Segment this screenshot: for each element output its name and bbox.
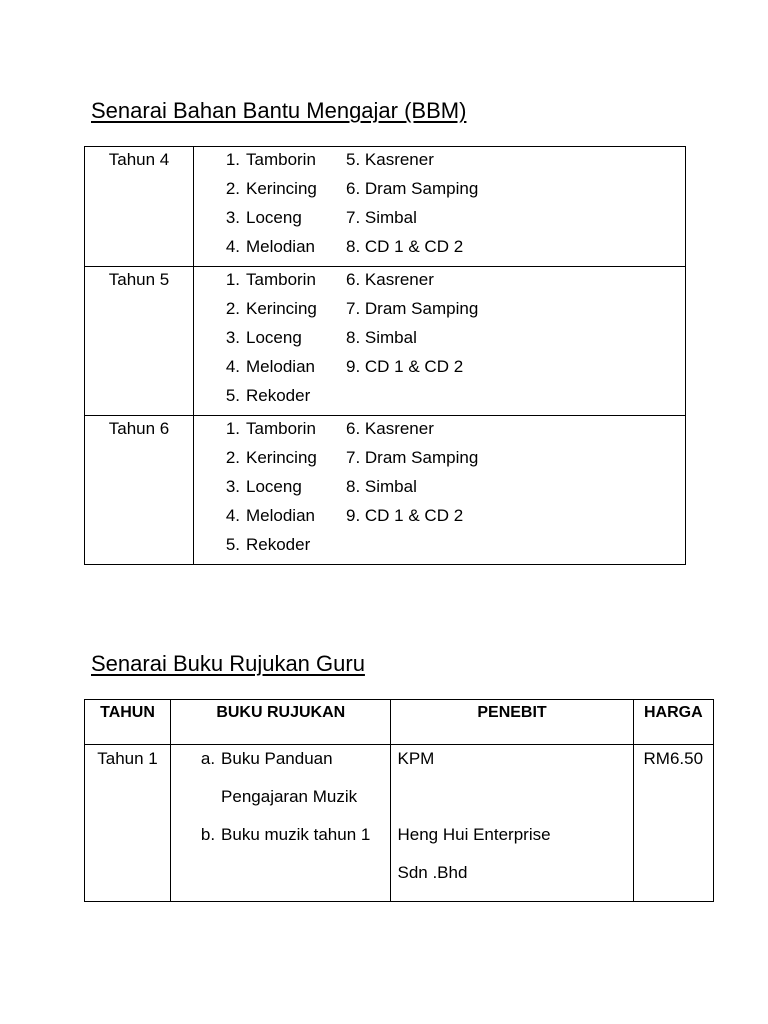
penerbit-list xyxy=(397,749,632,901)
item-number: 1. xyxy=(225,270,240,289)
item-number: 5. xyxy=(225,535,240,554)
bbm-item-list xyxy=(194,419,685,564)
item-name: Loceng xyxy=(246,328,302,347)
item-number: 4. xyxy=(225,237,240,256)
item-name-2 xyxy=(346,535,685,564)
item-name: Rekoder xyxy=(246,386,311,405)
item-name: Loceng xyxy=(246,208,302,227)
item-name-2: 8. Simbal xyxy=(346,328,417,347)
item-number: 1. xyxy=(225,419,240,438)
item-number: 2. xyxy=(225,448,240,467)
penerbit-line: Sdn .Bhd xyxy=(397,863,468,882)
item-name-2: 6. Kasrener xyxy=(346,270,434,289)
item-name-2: 5. Kasrener xyxy=(346,150,434,169)
item-number: 2. xyxy=(225,299,240,318)
item-number: 3. xyxy=(225,477,240,496)
bbm-items-cell xyxy=(194,147,686,267)
item-name: Loceng xyxy=(246,477,302,496)
item-name-2: 9. CD 1 & CD 2 xyxy=(346,357,464,376)
buku-tahun-cell: Tahun 1 xyxy=(85,745,171,902)
item-name-2: 9. CD 1 & CD 2 xyxy=(346,506,464,525)
bbm-items-cell xyxy=(194,416,686,565)
item-name-2: 7. Dram Samping xyxy=(346,299,479,318)
rujukan-letter: b. xyxy=(200,825,216,844)
bbm-item-list xyxy=(194,270,685,415)
item-name-2: 6. Dram Samping xyxy=(346,179,479,198)
header-harga: HARGA xyxy=(633,700,713,745)
buku-table xyxy=(84,699,714,902)
rujukan-title: Pengajaran Muzik xyxy=(221,787,358,806)
item-name: Melodian xyxy=(246,237,315,256)
bbm-year-cell: Tahun 5 xyxy=(85,267,194,416)
header-buku-rujukan: BUKU RUJUKAN xyxy=(171,700,391,745)
item-name: Kerincing xyxy=(246,179,317,198)
item-name-2: 7. Dram Samping xyxy=(346,448,479,467)
rujukan-letter: a. xyxy=(200,749,216,768)
buku-row-tahun-1 xyxy=(85,745,714,902)
item-number: 5. xyxy=(225,386,240,405)
header-tahun: TAHUN xyxy=(85,700,171,745)
buku-heading: Senarai Buku Rujukan Guru xyxy=(91,651,365,676)
buku-rujukan-cell xyxy=(171,745,391,902)
rujukan-list xyxy=(171,749,390,863)
bbm-row-tahun-4 xyxy=(85,147,686,267)
bbm-table xyxy=(84,146,686,565)
item-name: Tamborin xyxy=(246,270,316,289)
item-number: 3. xyxy=(225,328,240,347)
header-penebit: PENEBIT xyxy=(391,700,633,745)
item-number: 3. xyxy=(225,208,240,227)
item-number: 4. xyxy=(225,506,240,525)
rujukan-letter xyxy=(171,787,221,825)
buku-penerbit-cell xyxy=(391,745,633,902)
bbm-year-cell: Tahun 4 xyxy=(85,147,194,267)
bbm-row-tahun-6 xyxy=(85,416,686,565)
item-number: 4. xyxy=(225,357,240,376)
bbm-year-cell: Tahun 6 xyxy=(85,416,194,565)
buku-harga-cell: RM6.50 xyxy=(633,745,713,902)
item-number: 1. xyxy=(225,150,240,169)
item-name-2: 8. CD 1 & CD 2 xyxy=(346,237,464,256)
item-name: Melodian xyxy=(246,357,315,376)
item-name: Melodian xyxy=(246,506,315,525)
item-name: Kerincing xyxy=(246,448,317,467)
item-name: Kerincing xyxy=(246,299,317,318)
bbm-row-tahun-5 xyxy=(85,267,686,416)
bbm-items-cell xyxy=(194,267,686,416)
item-name: Tamborin xyxy=(246,419,316,438)
penerbit-line: Heng Hui Enterprise xyxy=(397,825,551,844)
rujukan-title: Buku muzik tahun 1 xyxy=(221,825,371,844)
penerbit-line xyxy=(397,787,632,825)
buku-header-row xyxy=(85,700,714,745)
item-name-2 xyxy=(346,386,685,415)
bbm-item-list xyxy=(194,150,685,266)
rujukan-title: Buku Panduan xyxy=(221,749,333,768)
item-name: Tamborin xyxy=(246,150,316,169)
bbm-heading: Senarai Bahan Bantu Mengajar (BBM) xyxy=(91,98,467,123)
penerbit-line: KPM xyxy=(397,749,435,768)
item-number: 2. xyxy=(225,179,240,198)
item-name-2: 7. Simbal xyxy=(346,208,417,227)
item-name: Rekoder xyxy=(246,535,311,554)
item-name-2: 6. Kasrener xyxy=(346,419,434,438)
item-name-2: 8. Simbal xyxy=(346,477,417,496)
